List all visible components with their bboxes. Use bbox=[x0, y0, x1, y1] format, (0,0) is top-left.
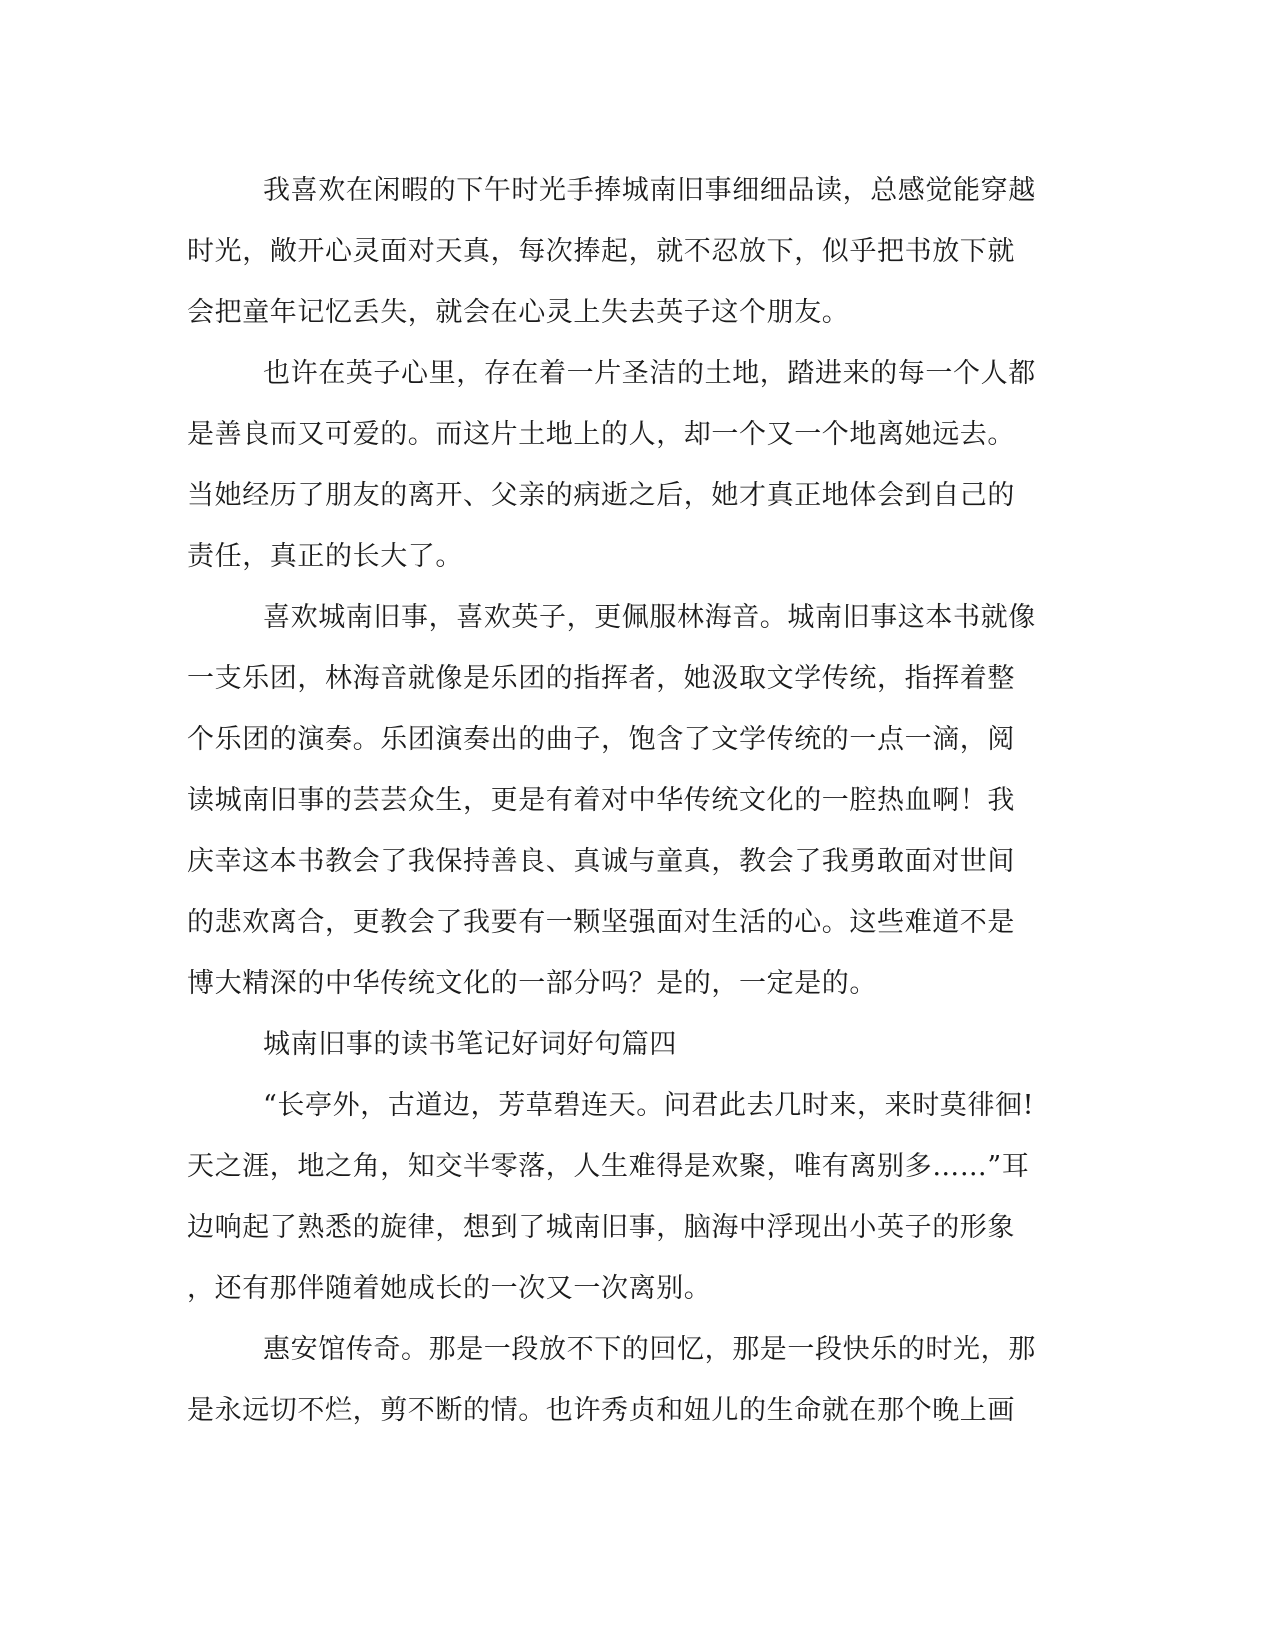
section-heading bbox=[187, 1014, 1067, 1075]
paragraph-line: “长亭外，古道边，芳草碧连天。问君此去几时来，来时莫徘徊! bbox=[263, 1090, 1035, 1121]
paragraph-line: 我喜欢在闲暇的下午时光手捧城南旧事细细品读，总感觉能穿越 bbox=[263, 175, 1036, 206]
paragraph-1 bbox=[187, 160, 1067, 343]
paragraph-line: 庆幸这本书教会了我保持善良、真诚与童真，教会了我勇敢面对世间 bbox=[187, 846, 1015, 877]
paragraph-3 bbox=[187, 587, 1067, 1014]
paragraph-line: 的悲欢离合，更教会了我要有一颗坚强面对生活的心。这些难道不是 bbox=[187, 907, 1015, 938]
paragraph-line: 博大精深的中华传统文化的一部分吗？是的，一定是的。 bbox=[187, 968, 877, 999]
paragraph-line: 是永远切不烂，剪不断的情。也许秀贞和妞儿的生命就在那个晚上画 bbox=[187, 1395, 1015, 1426]
paragraph-2 bbox=[187, 343, 1067, 587]
paragraph-line: 也许在英子心里，存在着一片圣洁的土地，踏进来的每一个人都 bbox=[263, 358, 1036, 389]
paragraph-line: 个乐团的演奏。乐团演奏出的曲子，饱含了文学传统的一点一滴，阅 bbox=[187, 724, 1015, 755]
paragraph-line: 是善良而又可爱的。而这片土地上的人，却一个又一个地离她远去。 bbox=[187, 419, 1015, 450]
paragraph-line: 惠安馆传奇。那是一段放不下的回忆，那是一段快乐的时光，那 bbox=[263, 1334, 1036, 1365]
paragraph-4 bbox=[187, 1075, 1067, 1319]
paragraph-line: 一支乐团，林海音就像是乐团的指挥者，她汲取文学传统，指挥着整 bbox=[187, 663, 1015, 694]
paragraph-5 bbox=[187, 1319, 1067, 1441]
paragraph-line: 时光，敞开心灵面对天真，每次捧起，就不忍放下，似乎把书放下就 bbox=[187, 236, 1015, 267]
paragraph-line: 天之涯，地之角，知交半零落，人生难得是欢聚，唯有离别多……”耳 bbox=[187, 1151, 1030, 1182]
paragraph-line: 当她经历了朋友的离开、父亲的病逝之后，她才真正地体会到自己的 bbox=[187, 480, 1015, 511]
paragraph-line: ，还有那伴随着她成长的一次又一次离别。 bbox=[187, 1273, 712, 1304]
section-heading-text: 城南旧事的读书笔记好词好句篇四 bbox=[263, 1029, 677, 1060]
document-body bbox=[187, 160, 1067, 1441]
paragraph-line: 读城南旧事的芸芸众生，更是有着对中华传统文化的一腔热血啊！我 bbox=[187, 785, 1015, 816]
paragraph-line: 责任，真正的长大了。 bbox=[187, 541, 463, 572]
paragraph-line: 边响起了熟悉的旋律，想到了城南旧事，脑海中浮现出小英子的形象 bbox=[187, 1212, 1015, 1243]
paragraph-line: 会把童年记忆丢失，就会在心灵上失去英子这个朋友。 bbox=[187, 297, 850, 328]
paragraph-line: 喜欢城南旧事，喜欢英子，更佩服林海音。城南旧事这本书就像 bbox=[263, 602, 1036, 633]
